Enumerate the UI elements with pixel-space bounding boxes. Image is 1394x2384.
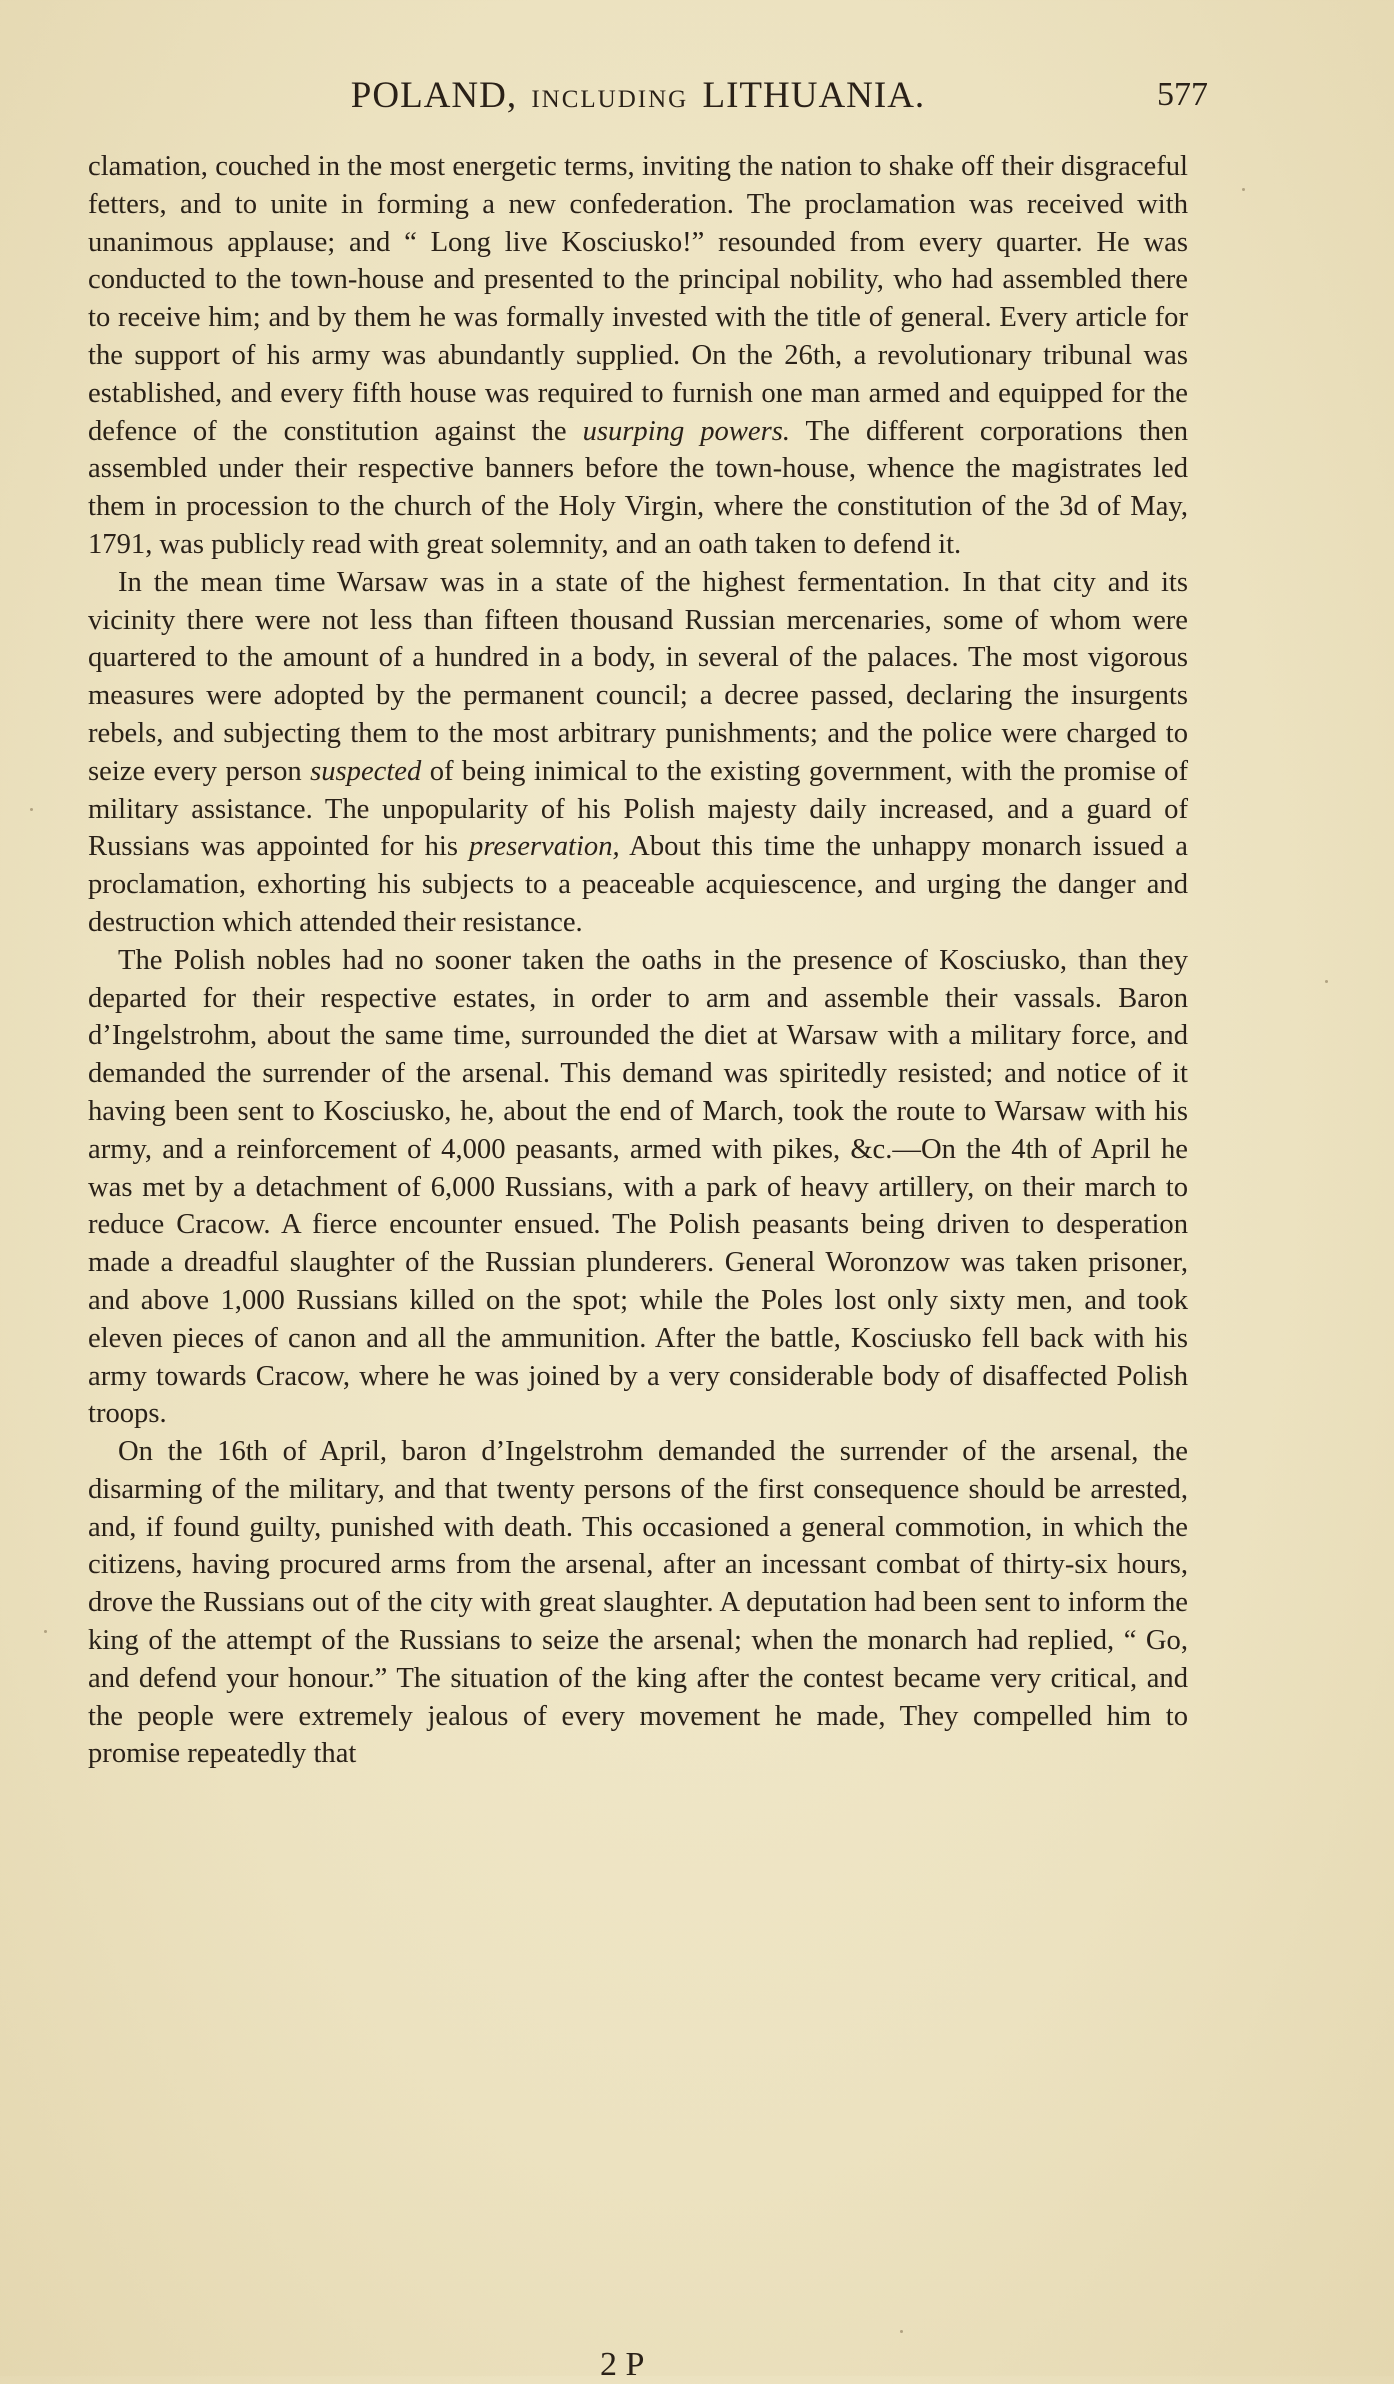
signature-mark: 2 P: [600, 2346, 645, 2383]
running-title-including: INCLUDING: [531, 86, 689, 113]
paper-speck: [900, 2330, 903, 2333]
running-title-region: LITHUANIA.: [702, 75, 926, 116]
text-run: of being inimical to the existing government, with the promise of military assistance. The unpopularity of his Polish majesty daily increased, and a guard of Russians was appointed for his: [88, 755, 1188, 863]
text-run: The Polish nobles had no sooner taken the oaths in the presence of Kosciusko, than they departed for their respective estates, in order to arm and assemble their vassals. Baron d’Ingelstrohm, about the same time, surrounded the diet at Warsaw with a military force, and demanded the surrender of the arsenal. This demand was spiritedly resisted; and notice of it having been sent to Kosciusko, he, about the end of March, took the route to Warsaw with his army, and a reinforcement of 4,000 peasants, armed with pikes, &c.—On the 4th of April he was met by a detachment of 6,000 Russians, with a park of heavy artillery, on their march to reduce Cracow. A fierce encounter ensued. The Polish peasants being driven to desperation made a dreadful slaughter of the Russian plunderers. General Woronzow was taken prisoner, and above 1,000 Russians killed on the spot; while the Poles lost only sixty men, and took eleven pieces of canon and all the ammunition. After the battle, Kosciusko fell back with his army towards Cracow, where he was joined by a very considerable body of disaffected Polish troops.: [88, 944, 1188, 1430]
book-page: [88, 70, 1208, 1773]
page-number: 577: [1157, 76, 1208, 113]
paper-speck: [30, 808, 33, 811]
running-title: [88, 74, 1188, 117]
paragraph: [88, 564, 1188, 942]
page-header: [88, 70, 1208, 130]
paragraph: [88, 148, 1188, 564]
text-run: The different corporations then assembled under their respective banners before the town-house, whence the magistrates led them in procession to the church of the Holy Virgin, where the constitution of the 3d of May, 1791, was publicly read with great solemnity, and an oath taken to defend it.: [88, 415, 1189, 560]
running-title-country: POLAND,: [350, 75, 518, 116]
paragraph: [88, 942, 1188, 1433]
text-run: About this time the unhappy monarch issued a proclamation, exhorting his subjects to a peaceable acquiescence, and urging the danger and destruction which attended their resistance.: [88, 831, 1188, 938]
text-run: clamation, couched in the most energetic terms, inviting the nation to shake off their disgraceful fetters, and to unite in forming a new confederation. The proclamation was received with unanimous applause; and “ Long live Kosciusko!” resounded from every quarter. He was conducted to the town-house and presented to the principal nobility, who had assembled there to receive him; and by them he was formally invested with the title of general. Every article for the support of his army was abundantly supplied. On the 26th, a revolutionary tribunal was established, and every fifth house was required to furnish one man armed and equipped for the defence of the constitution against the: [88, 151, 1188, 447]
italic-phrase: suspected: [310, 755, 422, 787]
text-run: In the mean time Warsaw was in a state of the highest fermentation. In that city and its vicinity there were not less than fifteen thousand Russian mercenaries, some of whom were quartered to the amount of a hundred in a body, in several of the palaces. The most vigorous measures were adopted by the permanent council; a decree passed, declaring the insurgents rebels, and subjecting them to the most arbitrary punishments; and the police were charged to seize every person: [88, 566, 1188, 787]
paper-speck: [1242, 188, 1245, 191]
paragraph: [88, 1433, 1188, 1773]
text-run: On the 16th of April, baron d’Ingelstrohm demanded the surrender of the arsenal, the disarming of the military, and that twenty persons of the first consequence should be arrested, and, if found guilty, punished with death. This occasioned a general commotion, in which the citizens, having procured arms from the arsenal, after an incessant combat of thirty-six hours, drove the Russians out of the city with great slaughter. A deputation had been sent to inform the king of the attempt of the Russians to seize the arsenal; when the monarch had replied, “ Go, and defend your honour.” The situation of the king after the contest became very critical, and the people were extremely jealous of every movement he made, They compelled him to promise repeatedly that: [88, 1436, 1188, 1770]
italic-phrase: usurping powers.: [582, 415, 791, 447]
paper-speck: [1325, 980, 1328, 983]
body-text: [88, 148, 1188, 1773]
italic-phrase: preservation,: [469, 831, 620, 863]
paper-speck: [44, 1630, 47, 1633]
